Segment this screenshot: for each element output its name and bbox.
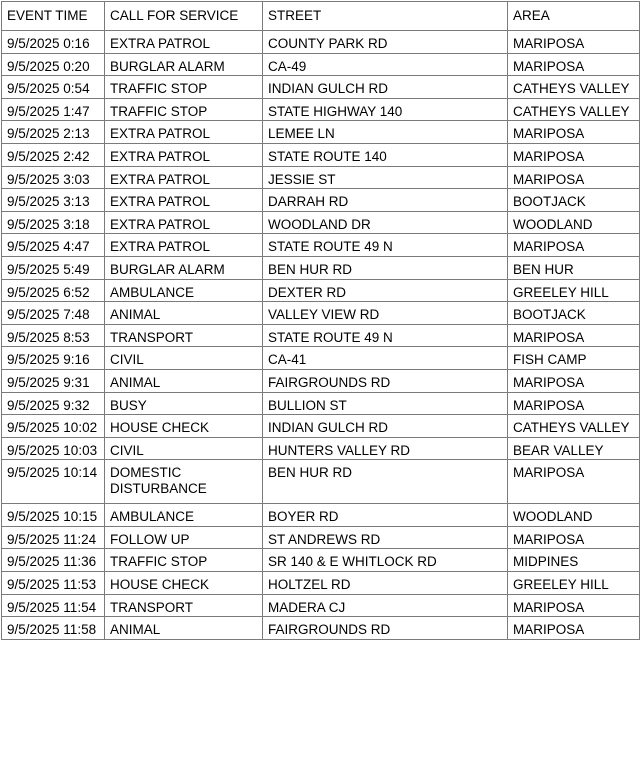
event-time-cell: 9/5/2025 2:13 — [2, 121, 105, 144]
event-time-cell: 9/5/2025 10:15 — [2, 504, 105, 527]
event-time-cell: 9/5/2025 0:20 — [2, 53, 105, 76]
area-cell: MARIPOSA — [508, 526, 640, 549]
call-for-service-cell: FOLLOW UP — [105, 526, 263, 549]
area-cell: MARIPOSA — [508, 121, 640, 144]
call-for-service-cell: HOUSE CHECK — [105, 415, 263, 438]
table-row — [2, 166, 640, 189]
table-body — [2, 31, 640, 640]
table-row — [2, 143, 640, 166]
table-row — [2, 98, 640, 121]
area-cell: WOODLAND — [508, 211, 640, 234]
street-cell: FAIRGROUNDS RD — [263, 617, 508, 640]
table-row — [2, 460, 640, 504]
table-row — [2, 504, 640, 527]
street-cell: BEN HUR RD — [263, 460, 508, 504]
call-for-service-cell: TRAFFIC STOP — [105, 549, 263, 572]
table-row — [2, 526, 640, 549]
call-for-service-cell: TRANSPORT — [105, 594, 263, 617]
street-cell: MADERA CJ — [263, 594, 508, 617]
calls-for-service-table — [1, 1, 640, 640]
street-cell: HOLTZEL RD — [263, 572, 508, 595]
header-row — [2, 2, 640, 31]
call-for-service-cell: AMBULANCE — [105, 504, 263, 527]
area-cell: BEN HUR — [508, 256, 640, 279]
street-cell: STATE ROUTE 49 N — [263, 234, 508, 257]
street-cell: DEXTER RD — [263, 279, 508, 302]
table-row — [2, 256, 640, 279]
table-row — [2, 369, 640, 392]
table-row — [2, 549, 640, 572]
event-time-cell: 9/5/2025 7:48 — [2, 302, 105, 325]
table-row — [2, 211, 640, 234]
street-cell: BULLION ST — [263, 392, 508, 415]
call-for-service-cell: EXTRA PATROL — [105, 166, 263, 189]
call-for-service-cell: EXTRA PATROL — [105, 31, 263, 54]
street-cell: STATE ROUTE 140 — [263, 143, 508, 166]
call-for-service-cell: CIVIL — [105, 347, 263, 370]
area-cell: GREELEY HILL — [508, 279, 640, 302]
area-cell: MARIPOSA — [508, 143, 640, 166]
area-cell: MARIPOSA — [508, 31, 640, 54]
area-cell: MARIPOSA — [508, 617, 640, 640]
event-time-cell: 9/5/2025 11:53 — [2, 572, 105, 595]
call-for-service-cell: ANIMAL — [105, 369, 263, 392]
event-time-cell: 9/5/2025 11:58 — [2, 617, 105, 640]
event-time-cell: 9/5/2025 11:36 — [2, 549, 105, 572]
table-row — [2, 279, 640, 302]
header-call-for-service: CALL FOR SERVICE — [105, 2, 263, 31]
event-time-cell: 9/5/2025 0:54 — [2, 76, 105, 99]
header-street: STREET — [263, 2, 508, 31]
call-for-service-cell: DOMESTIC DISTURBANCE — [105, 460, 263, 504]
street-cell: WOODLAND DR — [263, 211, 508, 234]
area-cell: CATHEYS VALLEY — [508, 415, 640, 438]
call-for-service-cell: BURGLAR ALARM — [105, 53, 263, 76]
area-cell: CATHEYS VALLEY — [508, 76, 640, 99]
event-time-cell: 9/5/2025 6:52 — [2, 279, 105, 302]
street-cell: STATE ROUTE 49 N — [263, 324, 508, 347]
street-cell: DARRAH RD — [263, 189, 508, 212]
area-cell: MARIPOSA — [508, 369, 640, 392]
area-cell: BEAR VALLEY — [508, 437, 640, 460]
call-for-service-cell: TRANSPORT — [105, 324, 263, 347]
event-time-cell: 9/5/2025 11:24 — [2, 526, 105, 549]
street-cell: BEN HUR RD — [263, 256, 508, 279]
street-cell: INDIAN GULCH RD — [263, 76, 508, 99]
event-time-cell: 9/5/2025 9:31 — [2, 369, 105, 392]
header-area: AREA — [508, 2, 640, 31]
table-row — [2, 31, 640, 54]
event-time-cell: 9/5/2025 9:16 — [2, 347, 105, 370]
header-event-time: EVENT TIME — [2, 2, 105, 31]
table-row — [2, 594, 640, 617]
street-cell: CA-49 — [263, 53, 508, 76]
event-time-cell: 9/5/2025 11:54 — [2, 594, 105, 617]
call-for-service-cell: TRAFFIC STOP — [105, 76, 263, 99]
table-row — [2, 53, 640, 76]
call-for-service-cell: EXTRA PATROL — [105, 121, 263, 144]
call-for-service-cell: EXTRA PATROL — [105, 189, 263, 212]
call-for-service-cell: HOUSE CHECK — [105, 572, 263, 595]
event-time-cell: 9/5/2025 8:53 — [2, 324, 105, 347]
table-row — [2, 617, 640, 640]
street-cell: JESSIE ST — [263, 166, 508, 189]
street-cell: HUNTERS VALLEY RD — [263, 437, 508, 460]
call-for-service-cell: EXTRA PATROL — [105, 234, 263, 257]
event-time-cell: 9/5/2025 4:47 — [2, 234, 105, 257]
event-time-cell: 9/5/2025 10:02 — [2, 415, 105, 438]
area-cell: MARIPOSA — [508, 166, 640, 189]
call-for-service-cell: EXTRA PATROL — [105, 211, 263, 234]
call-for-service-cell: BUSY — [105, 392, 263, 415]
area-cell: WOODLAND — [508, 504, 640, 527]
street-cell: FAIRGROUNDS RD — [263, 369, 508, 392]
table-row — [2, 347, 640, 370]
street-cell: CA-41 — [263, 347, 508, 370]
table-row — [2, 121, 640, 144]
area-cell: CATHEYS VALLEY — [508, 98, 640, 121]
street-cell: LEMEE LN — [263, 121, 508, 144]
street-cell: VALLEY VIEW RD — [263, 302, 508, 325]
event-time-cell: 9/5/2025 3:13 — [2, 189, 105, 212]
call-for-service-cell: BURGLAR ALARM — [105, 256, 263, 279]
area-cell: GREELEY HILL — [508, 572, 640, 595]
street-cell: SR 140 & E WHITLOCK RD — [263, 549, 508, 572]
area-cell: MARIPOSA — [508, 460, 640, 504]
table-row — [2, 392, 640, 415]
event-time-cell: 9/5/2025 3:03 — [2, 166, 105, 189]
call-for-service-cell: ANIMAL — [105, 302, 263, 325]
event-time-cell: 9/5/2025 0:16 — [2, 31, 105, 54]
table-row — [2, 234, 640, 257]
area-cell: BOOTJACK — [508, 189, 640, 212]
area-cell: MARIPOSA — [508, 392, 640, 415]
table-row — [2, 415, 640, 438]
event-time-cell: 9/5/2025 1:47 — [2, 98, 105, 121]
event-time-cell: 9/5/2025 3:18 — [2, 211, 105, 234]
table-row — [2, 324, 640, 347]
call-for-service-cell: ANIMAL — [105, 617, 263, 640]
area-cell: BOOTJACK — [508, 302, 640, 325]
call-for-service-cell: TRAFFIC STOP — [105, 98, 263, 121]
area-cell: MARIPOSA — [508, 234, 640, 257]
street-cell: BOYER RD — [263, 504, 508, 527]
table-row — [2, 189, 640, 212]
table-row — [2, 572, 640, 595]
street-cell: COUNTY PARK RD — [263, 31, 508, 54]
call-for-service-cell: EXTRA PATROL — [105, 143, 263, 166]
area-cell: MIDPINES — [508, 549, 640, 572]
street-cell: ST ANDREWS RD — [263, 526, 508, 549]
street-cell: STATE HIGHWAY 140 — [263, 98, 508, 121]
street-cell: INDIAN GULCH RD — [263, 415, 508, 438]
event-time-cell: 9/5/2025 10:14 — [2, 460, 105, 504]
area-cell: FISH CAMP — [508, 347, 640, 370]
area-cell: MARIPOSA — [508, 594, 640, 617]
event-time-cell: 9/5/2025 9:32 — [2, 392, 105, 415]
event-time-cell: 9/5/2025 2:42 — [2, 143, 105, 166]
call-for-service-cell: AMBULANCE — [105, 279, 263, 302]
event-time-cell: 9/5/2025 10:03 — [2, 437, 105, 460]
table-row — [2, 302, 640, 325]
table-row — [2, 76, 640, 99]
call-for-service-cell: CIVIL — [105, 437, 263, 460]
area-cell: MARIPOSA — [508, 324, 640, 347]
table-row — [2, 437, 640, 460]
area-cell: MARIPOSA — [508, 53, 640, 76]
event-time-cell: 9/5/2025 5:49 — [2, 256, 105, 279]
